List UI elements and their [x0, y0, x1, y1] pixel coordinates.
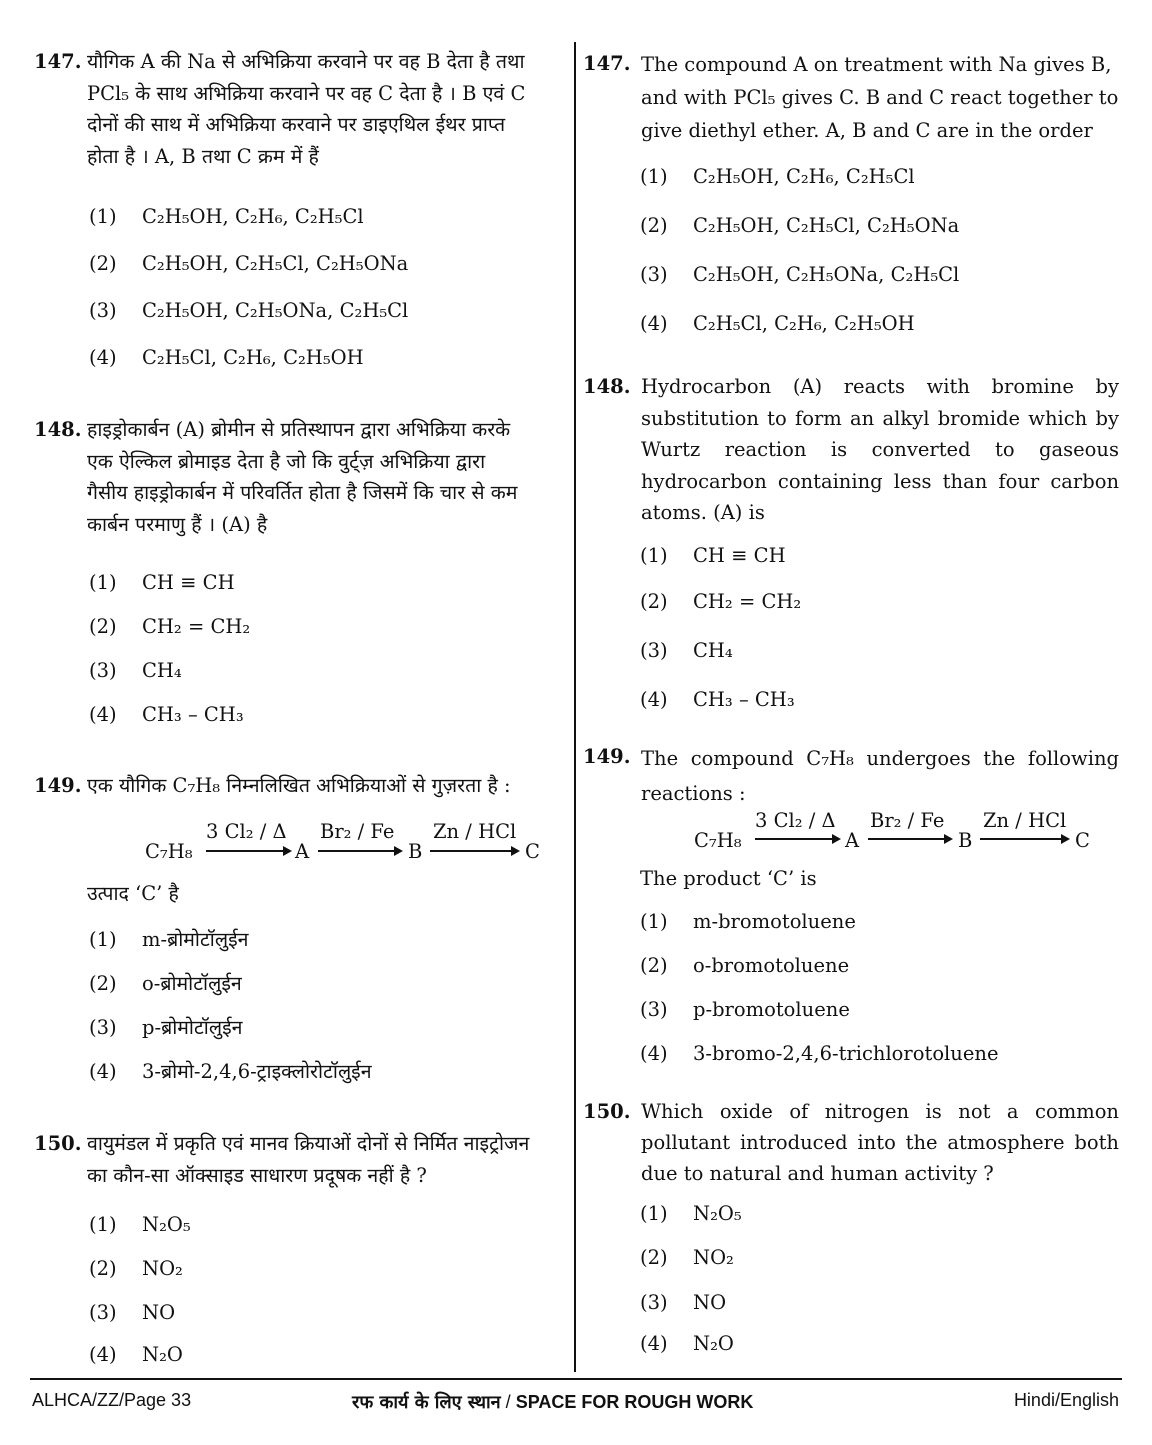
option-text: CH₃ – CH₃: [693, 688, 795, 711]
intermediate-b: B: [958, 829, 973, 852]
reaction-arrow: [755, 838, 839, 840]
option-text: p-bromotoluene: [693, 998, 850, 1021]
product-line: [640, 863, 817, 895]
question-line: दोनों की साथ में अभिक्रिया करवाने पर डाइएथिल ईथर प्राप्त: [87, 113, 506, 136]
question-147-hindi: [34, 46, 570, 172]
reagent-label: Zn / HCl: [983, 809, 1067, 832]
option-number: (4): [640, 312, 668, 335]
option-text: o-ब्रोमोटॉलुईन: [142, 972, 242, 995]
option-number: (4): [89, 1060, 117, 1083]
footer-rough-work: [352, 1390, 753, 1414]
question-line: The compound A on treatment with Na gives B,: [641, 53, 1112, 76]
option-text: 3-bromo-2,4,6-trichlorotoluene: [693, 1042, 999, 1065]
question-line: hydrocarbon containing less than four carbon: [641, 469, 1119, 493]
question-line: एक यौगिक C₇H₈ निम्नलिखित अभिक्रियाओं से गुज़रता है :: [87, 774, 511, 797]
option-number: (2): [89, 972, 117, 995]
option-text: CH ≡ CH: [142, 571, 235, 594]
option-text: N₂O₅: [142, 1213, 191, 1236]
question-line: एक ऐल्किल ब्रोमाइड देता है जो कि वुर्ट्ज़ अभिक्रिया द्वारा: [87, 449, 486, 473]
option-number: (2): [89, 615, 117, 638]
product-line: [87, 878, 179, 910]
option-text: C₂H₅OH, C₂H₅ONa, C₂H₅Cl: [693, 263, 960, 286]
option-text: CH ≡ CH: [693, 544, 786, 567]
option-number: (2): [640, 590, 668, 613]
reactant-c7h8: C₇H₈: [694, 829, 742, 852]
option-number: (1): [640, 165, 668, 188]
option-text: NO: [693, 1291, 727, 1314]
option-number: (3): [640, 639, 668, 662]
option-number: (1): [89, 205, 117, 228]
question-line: Which oxide of nitrogen is not a common: [641, 1100, 1119, 1123]
option-text: C₂H₅Cl, C₂H₆, C₂H₅OH: [142, 346, 364, 369]
question-line: due to natural and human activity ?: [641, 1162, 994, 1185]
option-text: N₂O: [693, 1332, 734, 1355]
product-c: C: [525, 840, 540, 863]
footer-language: Hindi/English: [1013, 1390, 1119, 1410]
option-number: (1): [640, 544, 668, 567]
question-line: pollutant introduced into the atmosphere both: [641, 1131, 1119, 1154]
option-number: (2): [640, 954, 668, 977]
footer-rough-work-hindi: रफ कार्य के लिए स्थान: [352, 1392, 501, 1413]
question-line: कार्बन परमाणु हैं । (A) है: [87, 512, 268, 536]
question-line: Hydrocarbon (A) reacts with bromine by: [641, 375, 1119, 398]
question-line: atoms. (A) is: [641, 501, 765, 524]
option-text: p-ब्रोमोटॉलुईन: [142, 1016, 243, 1039]
footer-rough-work-english: SPACE FOR ROUGH WORK: [515, 1392, 754, 1412]
product-c: C: [1075, 829, 1090, 852]
option-text: C₂H₅OH, C₂H₅ONa, C₂H₅Cl: [142, 299, 409, 322]
option-number: (4): [640, 1332, 668, 1355]
question-148-hindi: [34, 414, 570, 540]
question-line: का कौन-सा ऑक्साइड साधारण प्रदूषक नहीं है ?: [87, 1163, 427, 1187]
question-line: give diethyl ether. A, B and C are in the order: [641, 119, 1093, 142]
option-number: (4): [89, 703, 117, 726]
question-150-hindi: [34, 1128, 570, 1191]
question-number: 149.: [34, 774, 82, 797]
question-149-english: [583, 741, 1119, 811]
question-line: reactions :: [641, 782, 746, 805]
option-text: CH₃ – CH₃: [142, 703, 244, 726]
option-number: (3): [89, 1016, 117, 1039]
option-number: (3): [89, 299, 117, 322]
option-number: (2): [640, 214, 668, 237]
option-number: (1): [640, 1202, 668, 1225]
question-149-hindi: [34, 770, 570, 802]
option-text: CH₂ = CH₂: [693, 590, 802, 613]
option-text: C₂H₅OH, C₂H₆, C₂H₅Cl: [693, 165, 915, 188]
question-number: 147.: [583, 52, 631, 75]
intermediate-a: A: [295, 840, 310, 863]
question-number: 150.: [583, 1100, 631, 1123]
option-number: (1): [89, 1213, 117, 1236]
question-line: यौगिक A की Na से अभिक्रिया करवाने पर वह B देता है तथा: [87, 50, 525, 73]
option-number: (3): [640, 263, 668, 286]
option-text: C₂H₅OH, C₂H₆, C₂H₅Cl: [142, 205, 364, 228]
question-line: and with PCl₅ gives C. B and C react together to: [641, 86, 1119, 109]
option-text: CH₄: [693, 639, 733, 662]
question-line: होता है । A, B तथा C क्रम में हैं: [87, 144, 319, 168]
option-text: C₂H₅Cl, C₂H₆, C₂H₅OH: [693, 312, 915, 335]
question-line: PCl₅ के साथ अभिक्रिया करवाने पर वह C देता है । B एवं C: [87, 81, 526, 105]
option-number: (1): [640, 910, 668, 933]
reagent-label: Zn / HCl: [433, 820, 517, 843]
question-line: The product ‘C’ is: [640, 867, 817, 890]
option-number: (4): [640, 1042, 668, 1065]
question-line: वायुमंडल में प्रकृति एवं मानव क्रियाओं दोनों से निर्मित नाइट्रोजन: [87, 1132, 530, 1155]
option-number: (4): [89, 346, 117, 369]
option-number: (3): [640, 1291, 668, 1314]
question-148-english: [583, 371, 1119, 529]
intermediate-a: A: [845, 829, 860, 852]
reaction-arrow: [980, 838, 1068, 840]
option-text: NO₂: [142, 1257, 183, 1280]
reaction-arrow: [318, 850, 401, 852]
question-line: गैसीय हाइड्रोकार्बन में परिवर्तित होता है जिसमें कि चार से कम: [87, 481, 518, 504]
question-number: 150.: [34, 1132, 82, 1155]
option-text: NO: [142, 1301, 176, 1324]
option-text: 3-ब्रोमो-2,4,6-ट्राइक्लोरोटॉलुईन: [142, 1060, 372, 1083]
option-number: (2): [89, 252, 117, 275]
reagent-label: Br₂ / Fe: [320, 820, 395, 843]
option-number: (2): [640, 1246, 668, 1269]
reagent-label: 3 Cl₂ / Δ: [206, 820, 287, 843]
option-text: m-bromotoluene: [693, 910, 856, 933]
question-number: 147.: [34, 50, 82, 73]
option-text: NO₂: [693, 1246, 734, 1269]
reagent-label: Br₂ / Fe: [870, 809, 945, 832]
question-number: 148.: [583, 375, 631, 398]
option-text: m-ब्रोमोटॉलुईन: [142, 928, 249, 951]
option-text: C₂H₅OH, C₂H₅Cl, C₂H₅ONa: [693, 214, 960, 237]
option-text: CH₄: [142, 659, 182, 682]
reaction-arrow: [206, 850, 290, 852]
question-line: substitution to form an alkyl bromide which by: [641, 406, 1119, 430]
question-line: हाइड्रोकार्बन (A) ब्रोमीन से प्रतिस्थापन द्वारा अभिक्रिया करके: [87, 418, 511, 441]
option-number: (4): [640, 688, 668, 711]
question-line: Wurtz reaction is converted to gaseous: [641, 438, 1119, 461]
footer-page-id: ALHCA/ZZ/Page 33: [32, 1390, 192, 1410]
column-divider: [574, 42, 576, 1372]
question-150-english: [583, 1096, 1119, 1189]
reaction-arrow: [868, 838, 951, 840]
option-number: (1): [89, 571, 117, 594]
option-number: (3): [89, 659, 117, 682]
question-number: 148.: [34, 418, 82, 441]
question-line: The compound C₇H₈ undergoes the following: [641, 747, 1119, 770]
option-number: (3): [89, 1301, 117, 1324]
option-text: N₂O₅: [693, 1202, 742, 1225]
question-line: उत्पाद ‘C’ है: [87, 882, 179, 905]
option-text: N₂O: [142, 1343, 183, 1366]
reaction-arrow: [430, 850, 518, 852]
intermediate-b: B: [408, 840, 423, 863]
option-number: (4): [89, 1343, 117, 1366]
question-number: 149.: [583, 745, 631, 768]
reactant-c7h8: C₇H₈: [145, 840, 193, 863]
option-number: (3): [640, 998, 668, 1021]
option-text: CH₂ = CH₂: [142, 615, 251, 638]
option-text: o-bromotoluene: [693, 954, 850, 977]
reagent-label: 3 Cl₂ / Δ: [755, 809, 836, 832]
option-number: (1): [89, 928, 117, 951]
option-text: C₂H₅OH, C₂H₅Cl, C₂H₅ONa: [142, 252, 409, 275]
question-147-english: [583, 48, 1119, 147]
footer-rule: [30, 1378, 1122, 1380]
footer-separator: /: [500, 1392, 516, 1412]
option-number: (2): [89, 1257, 117, 1280]
